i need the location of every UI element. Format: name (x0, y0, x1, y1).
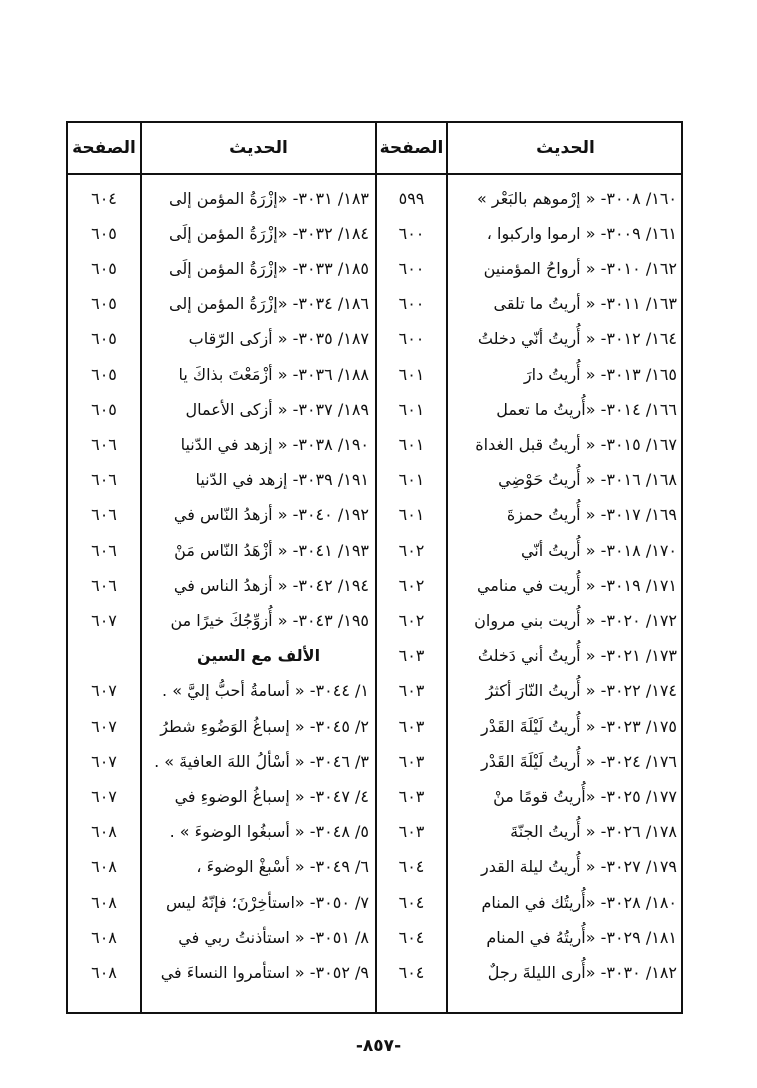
hadith-entry: ٥/ ٣٠٤٨- « أسبغُوا الوضوءَ » . (169, 822, 369, 842)
hadith-entry: ١٦٨/ ٣٠١٦- « أُريتُ حَوْضِي (498, 470, 677, 490)
hadith-entry: ١٨٥/ ٣٠٣٣- «إزْرَةُ المؤمن إلَى (169, 258, 369, 278)
page-ref: ٦٠٨ (91, 822, 117, 842)
header-hadith-right: الحديث (536, 138, 595, 158)
hadith-entry: ٣/ ٣٠٤٦- « أسْألُ اللهَ العافيةَ » . (154, 751, 369, 771)
page-ref: ٦٠٥ (91, 223, 117, 243)
page-ref: ٦٠٦ (91, 434, 117, 454)
hadith-entry: ٩/ ٣٠٥٢- « استأمروا النساءَ في (160, 962, 369, 982)
header-page-right: الصفحة (379, 138, 444, 158)
page-ref: ٦٠٨ (91, 857, 117, 877)
page-ref: ٦٠٧ (91, 681, 117, 701)
hadith-entry: ١٧٤/ ٣٠٢٢- « أُريتُ النّارَ أكثرُ (485, 681, 677, 701)
page-ref: ٦٠٥ (91, 399, 117, 419)
page-number: -٨٥٧- (355, 1036, 402, 1056)
hadith-entry: ١٩٢/ ٣٠٤٠- « أزهدُ النّاس في (173, 505, 369, 525)
page-ref: ٦٠٧ (91, 751, 117, 771)
page-ref: ٥٩٩ (398, 188, 425, 208)
hadith-entry: ١٩٣/ ٣٠٤١- « أزْهَدُ النّاس مَنْ (174, 540, 369, 560)
section-heading: الألف مع السين (196, 646, 321, 666)
page-ref: ٦٠٧ (91, 716, 117, 736)
page-ref: ٦٠٥ (91, 329, 117, 349)
page-ref: ٦٠٣ (398, 822, 425, 842)
page-ref: ٦٠٥ (91, 364, 117, 384)
page-ref: ٦٠٨ (91, 892, 117, 912)
page-ref: ٦٠٠ (398, 223, 425, 243)
page-ref: ٦٠٣ (398, 751, 425, 771)
hadith-entry: ١٦٥/ ٣٠١٣- « أُريتُ دارَ (523, 364, 677, 384)
hadith-entry: ١٦٩/ ٣٠١٧- « أُريتُ حمزةَ (506, 505, 677, 525)
hadith-entry: ٦/ ٣٠٤٩- « أسْبغْ الوضوءَ ، (196, 857, 369, 877)
page-ref: ٦٠٦ (91, 470, 117, 490)
hadith-entry: ١٩١/ ٣٠٣٩- إزهد في الدّنيا (195, 470, 369, 490)
header-hadith-left: الحديث (229, 138, 288, 158)
page-ref: ٦٠٥ (91, 258, 117, 278)
hadith-entry: ١٨٣/ ٣٠٣١- «إزْرَةُ المؤمن إلى (169, 188, 369, 208)
page-ref: ٦٠٤ (398, 857, 425, 877)
page-ref: ٦٠٧ (91, 786, 117, 806)
page-ref: ٦٠١ (398, 434, 425, 454)
hadith-entry: ١٧١/ ٣٠١٩- « أُريت في منامي (476, 575, 677, 595)
hadith-entry: ١٧٣/ ٣٠٢١- « أُريتُ أني دَخلتُ (477, 646, 677, 666)
hadith-entry: ١٧٥/ ٣٠٢٣- « أُريتُ لَيْلَةَ القَدْر (481, 716, 677, 736)
hadith-entry: ١٦١/ ٣٠٠٩- « ارموا واركبوا ، (486, 223, 677, 243)
hadith-entry: ١٦٠/ ٣٠٠٨- « إرْموهم بالبَعْر » (476, 188, 677, 208)
page-ref: ٦٠٨ (91, 962, 117, 982)
page-ref: ٦٠٥ (91, 294, 117, 314)
hadith-entry: ٢/ ٣٠٤٥- « إسباغُ الوَضُوءِ شطرُ (160, 716, 369, 736)
hadith-entry: ٨/ ٣٠٥١- « استأذنتُ ربي في (178, 927, 369, 947)
hadith-entry: ١٨٨/ ٣٠٣٦- « أزْمَعْتَ بذاكَ يا (178, 364, 369, 384)
hadith-entry: ١٩٠/ ٣٠٣٨- « إزهد في الدّنيا (180, 434, 369, 454)
page-ref: ٦٠٦ (91, 505, 117, 525)
page-ref: ٦٠٣ (398, 786, 425, 806)
header-divider (68, 173, 681, 175)
page-ref: ٦٠٢ (398, 575, 425, 595)
header-page-left: الصفحة (72, 138, 136, 158)
page-ref: ٦٠٣ (398, 681, 425, 701)
hadith-entry: ١٦٧/ ٣٠١٥- « أريتُ قبل الغداة (475, 434, 677, 454)
hadith-entry: ١٨٦/ ٣٠٣٤- «إزْرَةُ المؤمن إلى (169, 294, 369, 314)
index-table (66, 121, 683, 1014)
hadith-entry: ١٩٥/ ٣٠٤٣- « أُزوِّجُكَ خيرًا من (170, 610, 369, 630)
hadith-entry: ١٩٤/ ٣٠٤٢- « أزهدُ الناس في (173, 575, 369, 595)
hadith-entry: ١٧٠/ ٣٠١٨- « أُريتُ أنّي (520, 540, 677, 560)
page-ref: ٦٠١ (398, 505, 425, 525)
hadith-entry: ١٧٢/ ٣٠٢٠- « أُريت بني مروان (474, 610, 677, 630)
hadith-entry: ١٦٦/ ٣٠١٤- «أُريتُ ما تعمل (496, 399, 677, 419)
hadith-entry: ١٨٤/ ٣٠٣٢- «إزْرَةُ المؤمن إلَى (169, 223, 369, 243)
hadith-entry: ١٧٨/ ٣٠٢٦- « أُريتُ الجنّةَ (510, 822, 677, 842)
page-ref: ٦٠٤ (91, 188, 117, 208)
page-ref: ٦٠٠ (398, 294, 425, 314)
hadith-entry: ١٦٢/ ٣٠١٠- « أرواحُ المؤمنين (483, 258, 677, 278)
hadith-entry: ١٨٠/ ٣٠٢٨- «أُريتُك في المنام (481, 892, 677, 912)
page-ref: ٦٠٦ (91, 540, 117, 560)
page-ref: ٦٠٤ (398, 892, 425, 912)
hadith-entry: ٧/ ٣٠٥٠- «استأخِرْنَ؛ فإنّهُ ليس (165, 892, 369, 912)
hadith-entry: ١٦٣/ ٣٠١١- « أريتُ ما تلقى (493, 294, 677, 314)
hadith-entry: ١٨١/ ٣٠٢٩- «أُريتُهُ في المنام (486, 927, 677, 947)
hadith-entry: ١٨٩/ ٣٠٣٧- « أزكى الأعمال (185, 399, 369, 419)
page-ref: ٦٠٠ (398, 329, 425, 349)
hadith-entry: ١٧٦/ ٣٠٢٤- « أُريتُ لَيْلَةَ القَدْر (481, 751, 677, 771)
hadith-entry: ١/ ٣٠٤٤- « أسامةُ أحبُّ إليَّ » . (162, 681, 369, 701)
page-ref: ٦٠٢ (398, 610, 425, 630)
hadith-entry: ١٧٩/ ٣٠٢٧- « أُريتُ ليلة القدر (481, 857, 677, 877)
page-ref: ٦٠٢ (398, 540, 425, 560)
hadith-entry: ١٧٧/ ٣٠٢٥- «أُريتُ قومًا منْ (493, 786, 677, 806)
page-ref: ٦٠٤ (398, 962, 425, 982)
page-ref: ٦٠٣ (398, 646, 425, 666)
hadith-entry: ١٨٧/ ٣٠٣٥- « أزكى الرّقاب (188, 329, 369, 349)
page-ref: ٦٠٨ (91, 927, 117, 947)
hadith-entry: ١٦٤/ ٣٠١٢- « أُريتُ أنّي دخلتُ (477, 329, 677, 349)
page-ref: ٦٠٣ (398, 716, 425, 736)
page-ref: ٦٠٧ (91, 610, 117, 630)
page-ref: ٦٠١ (398, 364, 425, 384)
hadith-entry: ٤/ ٣٠٤٧- « إسباغُ الوضوءِ في (174, 786, 369, 806)
page-ref: ٦٠٤ (398, 927, 425, 947)
page-ref: ٦٠٠ (398, 258, 425, 278)
hadith-entry: ١٨٢/ ٣٠٣٠- «أُرى الليلةَ رجلٌ (487, 962, 677, 982)
page-ref: ٦٠١ (398, 470, 425, 490)
page-ref: ٦٠٦ (91, 575, 117, 595)
page-ref: ٦٠١ (398, 399, 425, 419)
